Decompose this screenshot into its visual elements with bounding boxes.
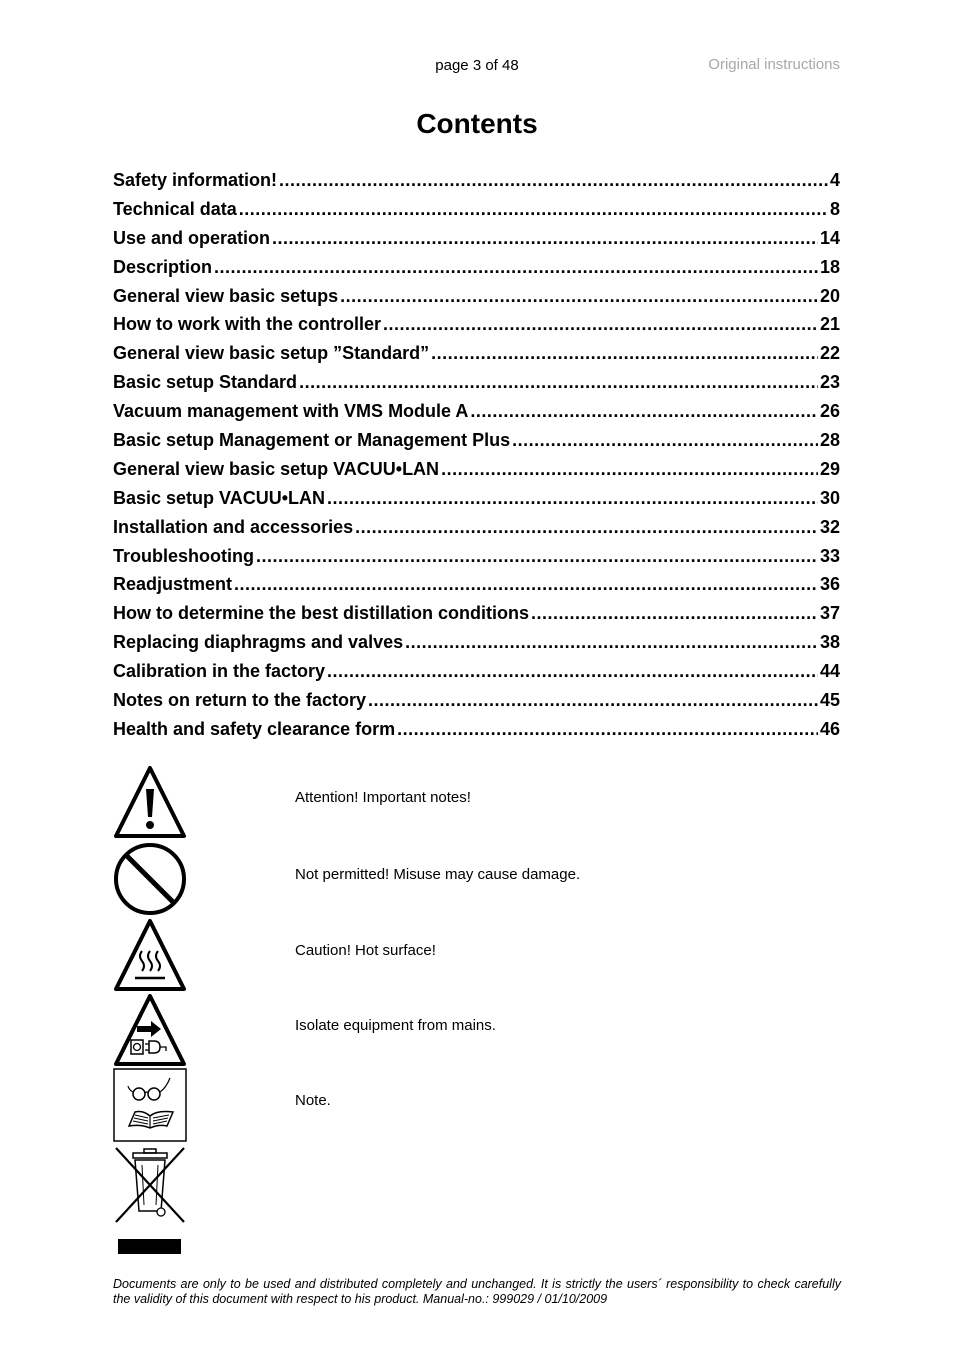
toc-entry-title: Safety information! [113,170,278,190]
toc-entry-description[interactable] [113,257,840,286]
toc-entry-title: Description [113,256,213,277]
dot-leader [272,228,818,249]
toc-entry-replacing-diaphragms-valves[interactable] [113,632,840,661]
toc-entry-title: General view basic setup ”Standard” [113,343,430,364]
isolate-mains-icon [113,993,187,1067]
symbol-caption: Caution! Hot surface! [295,942,436,959]
dot-leader [327,488,818,509]
dot-leader [355,517,818,538]
dot-leader [327,661,818,682]
toc-entry-page: 8 [829,198,840,219]
toc-entry-title: Basic setup Standard [113,372,298,393]
symbol-legend-weee [113,1145,713,1255]
toc-entry-page: 36 [819,574,840,595]
toc-entry-title: Health and safety clearance form [113,718,396,739]
dot-leader [512,430,818,451]
symbol-caption: Attention! Important notes! [295,789,471,806]
symbol-caption: Isolate equipment from mains. [295,1017,496,1034]
dot-leader [234,574,818,595]
dot-leader [397,719,818,740]
symbol-caption: Note. [295,1092,331,1109]
toc-entry-title: Technical data [113,198,237,219]
toc-entry-page: 33 [819,545,840,566]
toc-entry-title: Notes on return to the factory [113,690,367,711]
dot-leader [531,603,818,624]
toc-entry-title: General view basic setups [113,285,339,306]
toc-entry-page: 29 [819,458,840,479]
toc-entry-page: 32 [819,516,840,537]
symbol-legend-warning [113,765,713,839]
dot-leader [340,286,818,307]
toc-entry-title: Installation and accessories [113,516,354,537]
toc-entry-title: Basic setup Management or Management Plus [113,430,511,451]
symbol-legend-note [113,1068,713,1142]
dot-leader [214,257,818,278]
toc-entry-page: 23 [819,372,840,393]
toc-entry-title: How to work with the controller [113,314,382,335]
toc-entry-title: Use and operation [113,227,271,248]
warning-triangle-icon [113,765,187,839]
toc-entry-page: 14 [819,227,840,248]
toc-entry-basic-setup-vacuu-lan[interactable] [113,488,840,517]
toc-entry-page: 20 [819,285,840,306]
toc-entry-readjustment[interactable] [113,574,840,603]
toc-entry-health-safety-clearance[interactable] [113,719,840,748]
toc-entry-page: 37 [819,603,840,624]
toc-entry-title: Vacuum management with VMS Module A [113,401,469,422]
prohibition-icon [113,842,187,916]
toc-entry-safety-information[interactable] [113,170,840,199]
symbol-caption: Not permitted! Misuse may cause damage. [295,866,581,883]
toc-entry-vacuum-management-vms[interactable] [113,401,840,430]
toc-entry-page: 4 [829,170,840,190]
note-glasses-book-icon [113,1068,187,1142]
toc-entry-page: 18 [819,256,840,277]
toc-entry-title: Readjustment [113,574,233,595]
dot-leader [368,690,818,711]
toc-entry-page: 46 [819,718,840,739]
weee-crossed-bin-icon [113,1145,187,1255]
toc-entry-page: 44 [819,661,840,682]
toc-entry-use-and-operation[interactable] [113,228,840,257]
toc-entry-calibration-in-factory[interactable] [113,661,840,690]
document-type-label: Original instructions [708,56,840,73]
symbol-legend-isolate-mains [113,993,713,1067]
toc-entry-title: How to determine the best distillation conditions [113,603,530,624]
toc-entry-page: 45 [819,690,840,711]
dot-leader [299,372,818,393]
hot-surface-icon [113,918,187,992]
dot-leader [405,632,818,653]
toc-entry-page: 28 [819,430,840,451]
symbol-legend-hot-surface [113,918,713,992]
toc-entry-page: 38 [819,632,840,653]
toc-entry-troubleshooting[interactable] [113,546,840,575]
dot-leader [239,199,828,220]
toc-entry-title: Basic setup VACUU•LAN [113,487,326,508]
toc-entry-page: 26 [819,401,840,422]
toc-entry-basic-setup-management[interactable] [113,430,840,459]
toc-entry-general-view-basic-setups[interactable] [113,286,840,315]
toc-entry-page: 21 [819,314,840,335]
page-title: Contents [416,108,538,139]
toc-entry-installation-and-accessories[interactable] [113,517,840,546]
toc-entry-title: Calibration in the factory [113,661,326,682]
toc-entry-general-view-standard[interactable] [113,343,840,372]
toc-entry-page: 30 [819,487,840,508]
dot-leader [431,343,818,364]
toc-entry-page: 22 [819,343,840,364]
table-of-contents [113,170,840,748]
toc-entry-technical-data[interactable] [113,199,840,228]
page-number: page 3 of 48 [435,57,519,74]
toc-entry-title: General view basic setup VACUU•LAN [113,458,440,479]
toc-entry-how-to-work-with-controller[interactable] [113,314,840,343]
dot-leader [470,401,818,422]
dot-leader [256,546,818,567]
dot-leader [383,314,818,335]
toc-entry-title: Replacing diaphragms and valves [113,632,404,653]
toc-entry-title: Troubleshooting [113,545,254,566]
footer-disclaimer: Documents are only to be used and distributed completely and unchanged. It is strictly the users´ responsibility to check carefully the validity of this document with respect to his product. Manual-no.: 999029 / 01/10/2009 [113,1277,841,1306]
toc-entry-basic-setup-standard[interactable] [113,372,840,401]
toc-entry-general-view-vacuu-lan[interactable] [113,459,840,488]
dot-leader [279,170,828,191]
symbol-legend-prohibition [113,842,713,916]
dot-leader [441,459,818,480]
toc-entry-best-distillation-conditions[interactable] [113,603,840,632]
toc-entry-notes-on-return[interactable] [113,690,840,719]
